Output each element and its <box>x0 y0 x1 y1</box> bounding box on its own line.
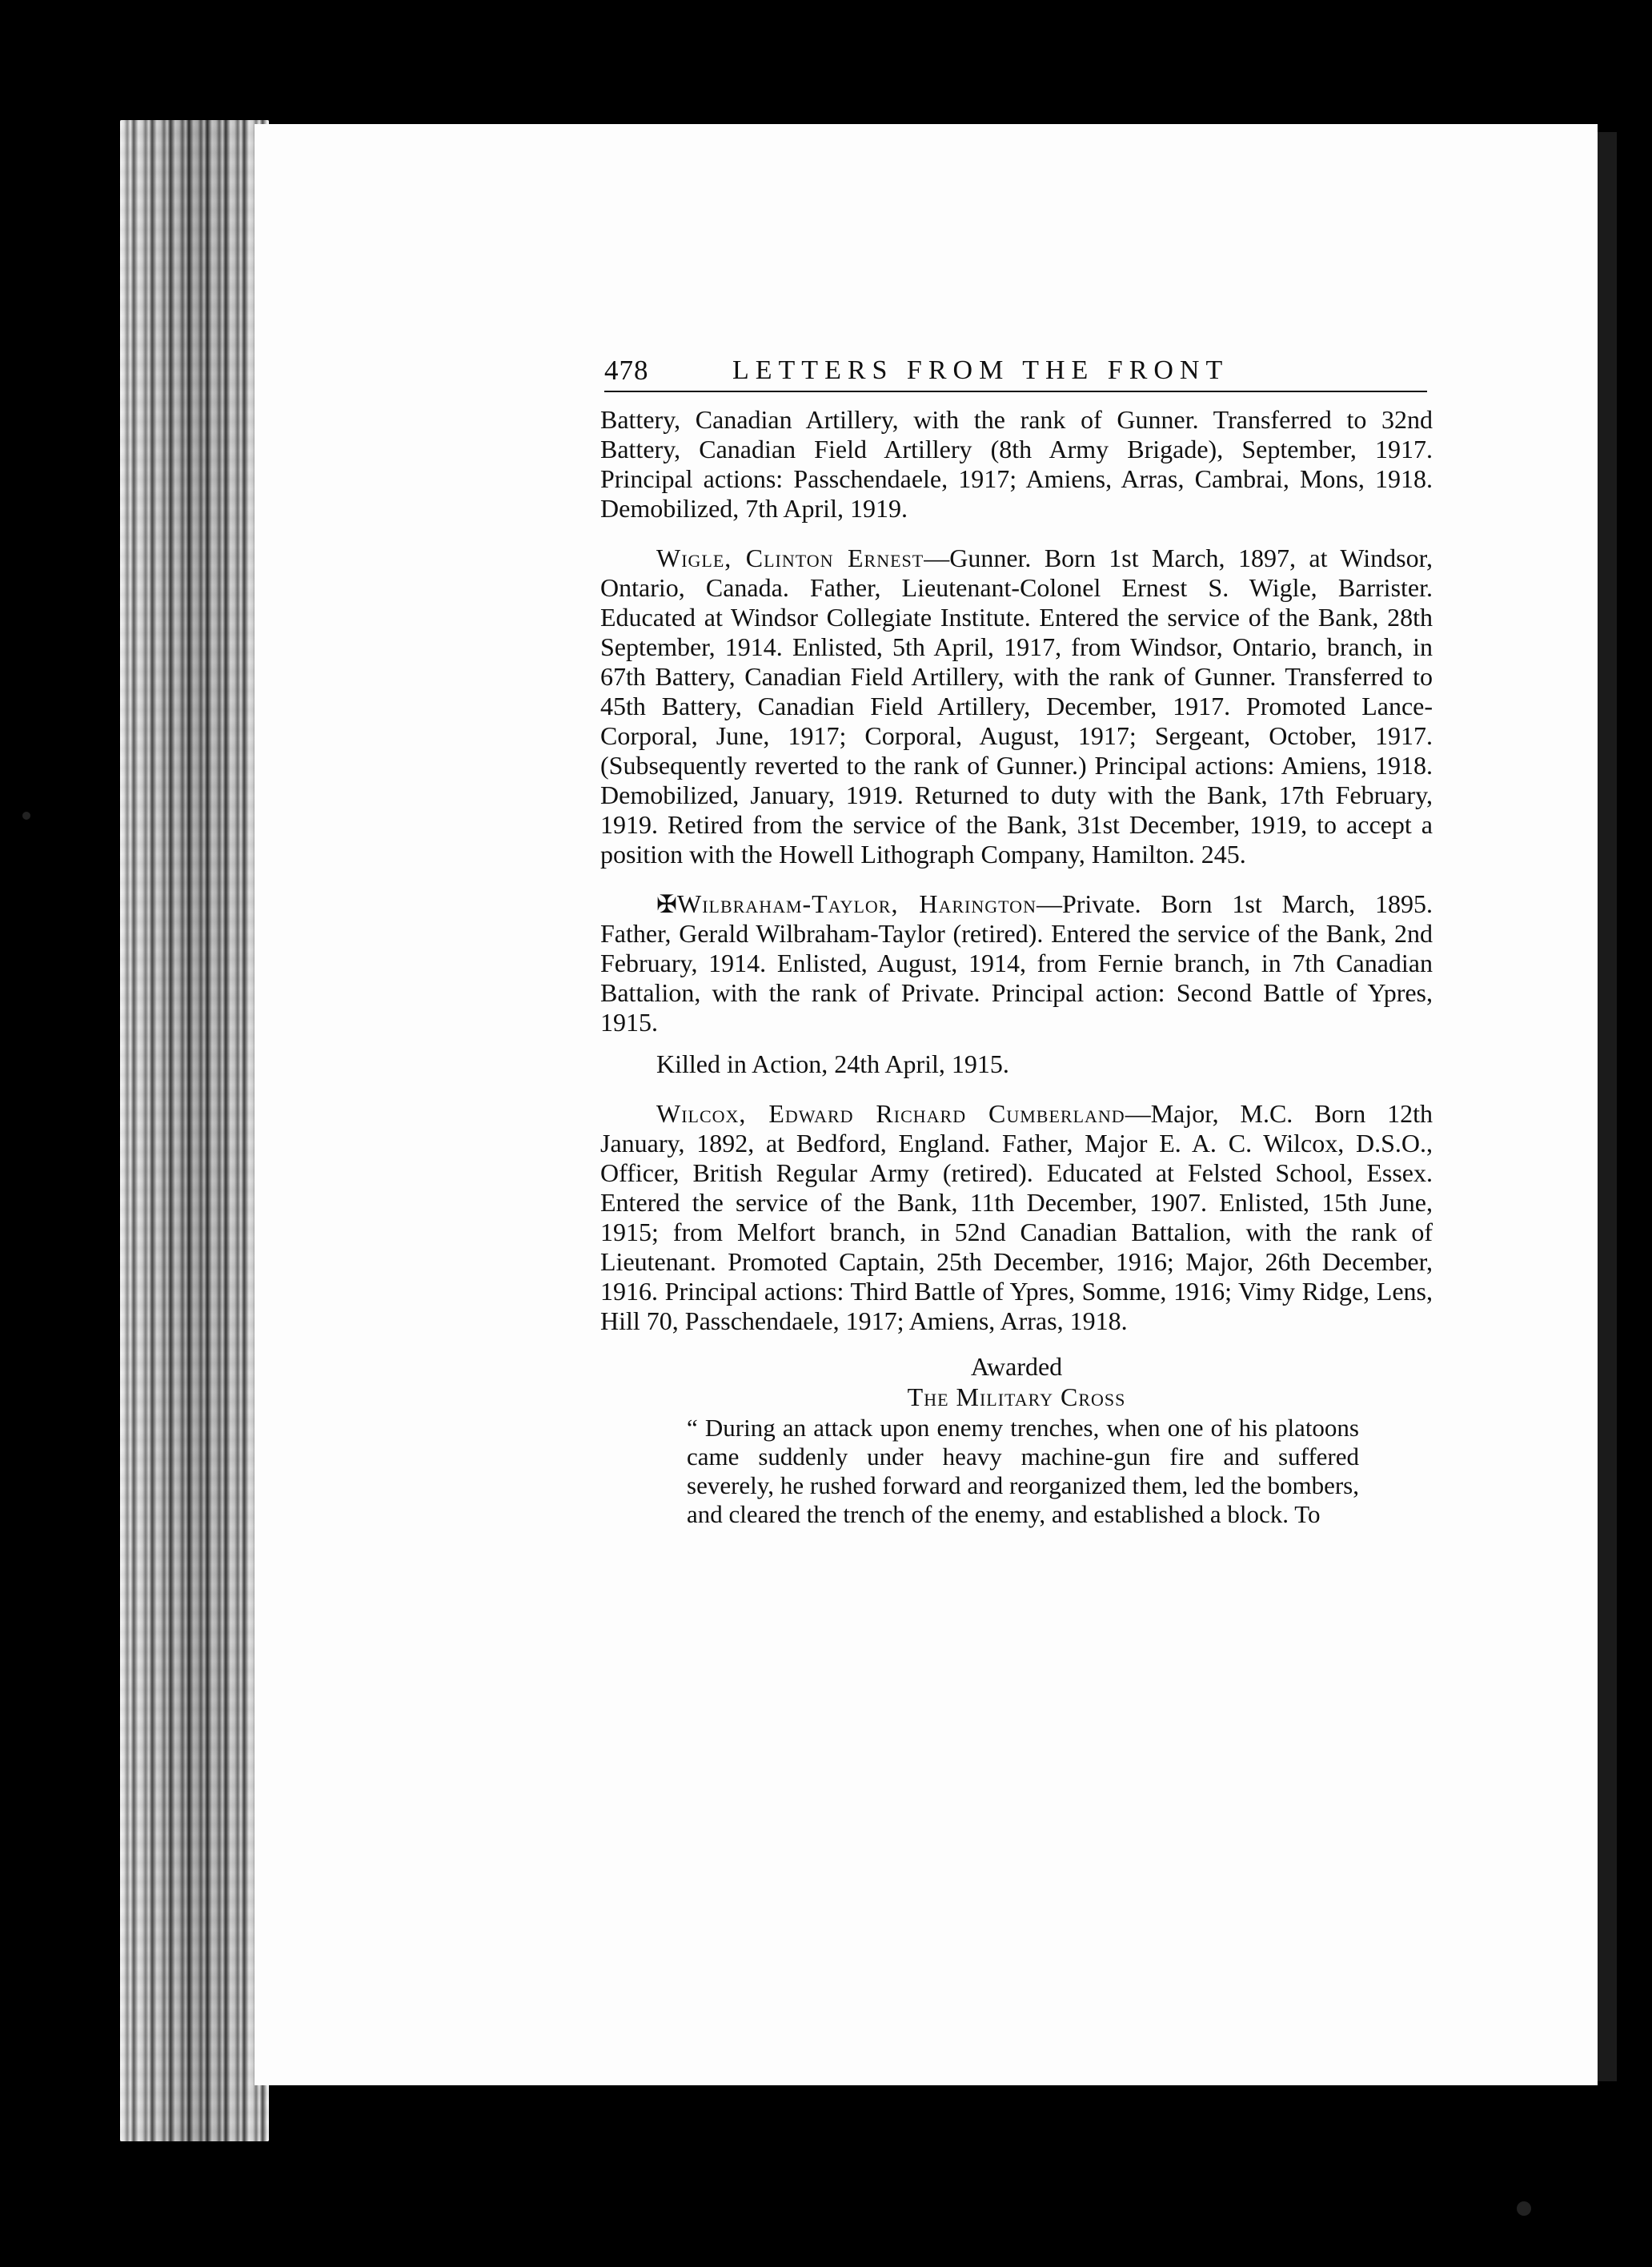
wigle-name: Wigle, Clinton Ernest <box>656 544 924 572</box>
wilcox-name: Wilcox, Edward Richard Cumberland <box>656 1099 1125 1128</box>
wilbraham-taylor-text: —Private. Born 1st March, 1895. Father, Gerald Wilbraham-Taylor (retired). Entered the service of the Bank, 2nd February, 1914. Enlisted, August, 1914, from Fernie branch, in 7th Canadian Battalion, with the rank of Private. Principal action: Second Battle of Ypres, 1915. <box>600 889 1433 1037</box>
scan-speck <box>1517 2201 1531 2216</box>
page-number: 478 <box>604 355 649 386</box>
award-heading <box>600 1351 1433 1412</box>
military-cross-title: The Military Cross <box>907 1382 1126 1411</box>
next-page-edge <box>1598 132 1617 2081</box>
award-citation: “ During an attack upon enemy trenches, when one of his platoons came suddenly under heavy machine-gun fire and suffered severely, he rushed forward and reorganized them, led the bombers, and cleared the trench of the enemy, and established a block. To <box>687 1414 1359 1528</box>
killed-cross-mark: ✠ <box>656 890 677 918</box>
wilbraham-taylor-entry <box>600 889 1433 1037</box>
wilbraham-taylor-name: Wilbraham-Taylor, Harington <box>676 889 1037 918</box>
wigle-entry <box>600 544 1433 869</box>
awarded-label: Awarded <box>970 1352 1063 1381</box>
book-page-edges <box>120 120 269 2141</box>
page-header <box>604 351 1427 392</box>
running-title: LETTERS FROM THE FRONT <box>732 355 1229 385</box>
wilcox-text: —Major, M.C. Born 12th January, 1892, at Bedford, England. Father, Major E. A. C. Wilcox, D.S.O., Officer, British Regular Army (retired). Educated at Felsted School, Essex. Entered the service of the Bank, 11th December, 1907. Enlisted, 15th June, 1915; from Melfort branch, in 52nd Canadian Battalion, with the rank of Lieutenant. Promoted Captain, 25th December, 1916; Major, 26th December, 1916. Principal actions: Third Battle of Ypres, Somme, 1916; Vimy Ridge, Lens, Hill 70, Passchendaele, 1917; Amiens, Arras, 1918. <box>600 1099 1433 1335</box>
wilcox-entry <box>600 1099 1433 1336</box>
killed-in-action-note: Killed in Action, 24th April, 1915. <box>656 1049 1009 1078</box>
opening-paragraph: Battery, Canadian Artillery, with the rank of Gunner. Transferred to 32nd Battery, Canadian Field Artillery (8th Army Brigade), September, 1917. Principal actions: Passchendaele, 1917; Amiens, Arras, Cambrai, Mons, 1918. Demobilized, 7th April, 1919. <box>600 405 1433 523</box>
document-text <box>600 405 1433 1529</box>
scan-speck <box>22 812 30 820</box>
wigle-text: —Gunner. Born 1st March, 1897, at Windsor, Ontario, Canada. Father, Lieutenant-Colonel Ernest S. Wigle, Barrister. Educated at Windsor Collegiate Institute. Entered the service of the Bank, 28th September, 1914. Enlisted, 5th April, 1917, from Windsor, Ontario, branch, in 67th Battery, Canadian Field Artillery, with the rank of Gunner. Transferred to 45th Battery, Canadian Field Artillery, December, 1917. Promoted Lance-Corporal, June, 1917; Corporal, August, 1917; Sergeant, October, 1917. (Subsequently reverted to the rank of Gunner.) Principal actions: Amiens, 1918. Demobilized, January, 1919. Returned to duty with the Bank, 17th February, 1919. Retired from the service of the Bank, 31st December, 1919, to accept a position with the Howell Lithograph Company, Hamilton. 245. <box>600 544 1433 869</box>
